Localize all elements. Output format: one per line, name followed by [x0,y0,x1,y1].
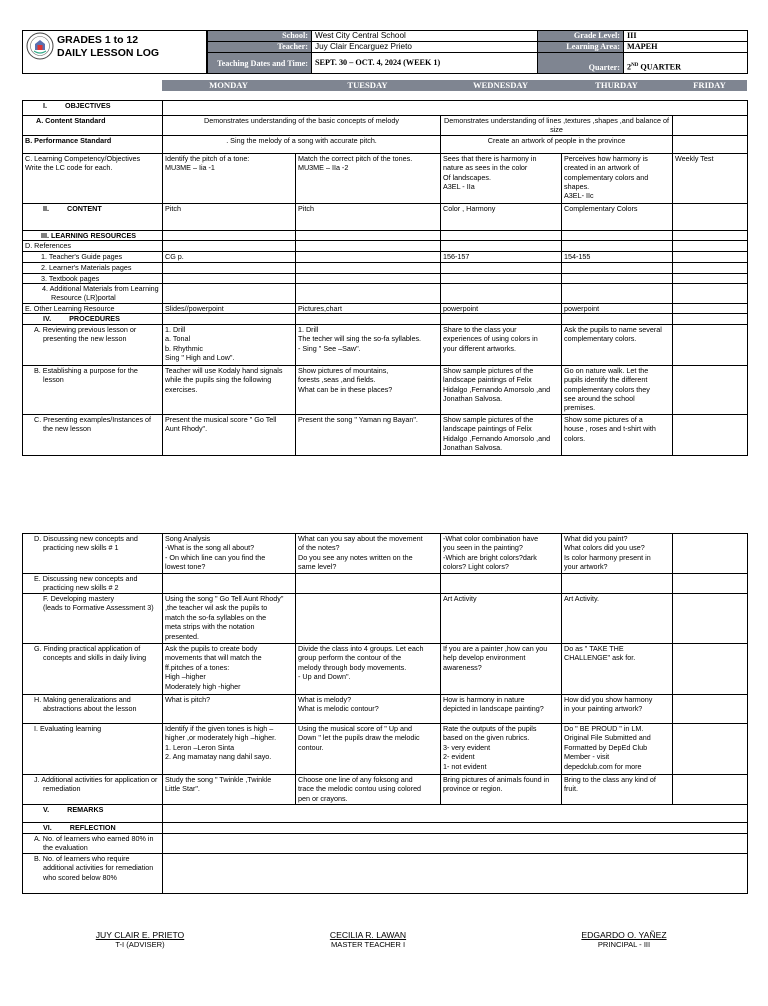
performance-standard-arts: Create an artwork of people in the province [441,135,673,153]
signature-principal [554,930,694,949]
competency-friday: Weekly Test [673,153,748,203]
proc-d-monday: Song Analysis -What is the song all about? - On which line can you find the lowest tone? [163,534,296,574]
quarter-suffix: ND [631,63,639,69]
teacher-value: Juy Clair Encarguez Prieto [312,42,538,53]
proc-e-tuesday [296,574,441,594]
proc-a-thursday: Ask the pupils to name several complementary colors. [562,324,673,365]
content-num: II. [43,203,49,213]
other-resource-wednesday: powerpoint [441,304,562,314]
proc-d-wednesday: -What color combination have you seen in the painting? -Which are bright colors?dark colors? Light colors? [441,534,562,574]
proc-a-wednesday: Share to the class your experiences of using colors in your different artworks. [441,324,562,365]
proc-f-thursday: Art Activity. [562,594,673,644]
signature-adviser-role: T-I (ADVISER) [115,940,165,949]
proc-b-monday: Teacher will use Kodaly hand signals while the pupils sing the following exercises. [163,365,296,414]
other-resource-tuesday: Pictures,chart [296,304,441,314]
signature-master-teacher-name: CECILIA R. LAWAN [329,930,407,940]
proc-c-label: C. Presenting examples/Instances of the new lesson [23,414,163,455]
reflection-b-label: B. No. of learners who require additional activities for remediation who scored below 80% [23,854,163,894]
competency-wednesday: Sees that there is harmony in nature as sees in the color Of landscapes. A3EL - IIa [441,153,562,203]
teacher-label: Teacher: [208,42,312,53]
teaching-dates-value: SEPT. 30 – OCT. 4, 2024 (WEEK 1) [312,53,538,74]
proc-f-wednesday: Art Activity [441,594,562,644]
day-thursday: THURDAY [561,80,672,91]
learning-resources-heading: III. LEARNING RESOURCES [23,230,163,240]
procedures-num: IV. [43,314,52,324]
proc-d-tuesday: What can you say about the movement of the notes? Do you see any notes written on the same level? [296,534,441,574]
proc-i-thursday: Do " BE PROUD " in LM. Original File Submitted and Formatted by DepEd Club Member - visit depedclub.com for more [562,724,673,775]
content-standard-music: Demonstrates understanding of the basic concepts of melody [163,116,441,136]
content-standard-label: A. Content Standard [23,116,163,136]
content-title: CONTENT [67,203,102,213]
content-standard-friday [673,116,748,136]
title-line-2: DAILY LESSON LOG [57,47,160,59]
proc-i-monday: Identify if the given tones is high – higher ,or moderately high –higher. 1. Leron –Leron Sinta 2. Ang mamatay nang dahil sayo. [163,724,296,775]
proc-a-tuesday: 1. Drill The techer will sing the so-fa syllables. - Sing " See –Saw". [296,324,441,365]
objectives-num: I. [43,101,47,110]
proc-g-tuesday: Divide the class into 4 groups. Let each group perform the contour of the melody through body movements. - Up and Down". [296,644,441,695]
signature-principal-role: PRINCIPAL - III [597,940,651,949]
proc-f-friday [673,594,748,644]
proc-c-wednesday: Show sample pictures of the landscape paintings of Felix Hidalgo ,Fernando Amorsolo ,and Jonathan Salvosa. [441,414,562,455]
procedures-title: PROCEDURES [69,314,120,324]
proc-c-thursday: Show some pictures of a house , roses and t-shirt with colors. [562,414,673,455]
proc-e-thursday [562,574,673,594]
content-heading [23,203,163,230]
day-wednesday: WEDNESDAY [440,80,561,91]
lesson-table-part-1 [22,100,748,456]
proc-b-wednesday: Show sample pictures of the landscape paintings of Felix Hidalgo ,Fernando Amorsolo ,and Jonathan Salvosa. [441,365,562,414]
school-value: West City Central School [312,31,538,42]
day-monday: MONDAY [162,80,295,91]
proc-a-friday [673,324,748,365]
proc-g-friday [673,644,748,695]
signature-master-teacher-role: MASTER TEACHER I [330,940,406,949]
reflection-title: REFLECTION [69,823,116,832]
proc-i-tuesday: Using the musical score of " Up and Down " let the pupils draw the melodic contour. [296,724,441,775]
proc-b-tuesday: Show pictures of mountains, forests ,seas ,and fields. What can be in these places? [296,365,441,414]
signature-adviser-name: JUY CLAIR E. PRIETO [95,930,185,940]
proc-j-tuesday: Choose one line of any foksong and trace the melodic contou using colored pen or crayons. [296,775,441,805]
quarter-value [624,53,748,74]
proc-h-monday: What is pitch? [163,695,296,724]
proc-i-label: I. Evaluating learning [23,724,163,775]
proc-g-thursday: Do as " TAKE THE CHALLENGE" ask for. [562,644,673,695]
proc-d-thursday: What did you paint? What colors did you use? Is color harmony present in your artwork? [562,534,673,574]
remarks-heading [23,805,163,823]
grade-level-value: III [624,31,748,42]
remarks-blank [163,805,748,823]
learners-materials-label: 2. Learner's Materials pages [23,262,163,273]
content-monday: Pitch [163,203,296,230]
proc-i-wednesday: Rate the outputs of the pupils based on the given rubrics. 3- very evident 2- evident 1- not evident [441,724,562,775]
performance-standard-label: B. Performance Standard [23,135,163,153]
quarter-word: QUARTER [638,63,682,72]
quarter-number: 2 [627,63,632,72]
teaching-dates-label: Teaching Dates and Time: [208,53,312,74]
deped-seal-icon [26,32,54,60]
proc-d-friday [673,534,748,574]
reflection-a-blank [163,834,748,854]
proc-j-wednesday: Bring pictures of animals found in province or region. [441,775,562,805]
proc-h-tuesday: What is melody? What is melodic contour? [296,695,441,724]
school-label: School: [208,31,312,42]
content-wednesday: Color , Harmony [441,203,562,230]
teachers-guide-label: 1. Teacher's Guide pages [23,251,163,262]
proc-i-friday [673,724,748,775]
quarter-label: Quarter: [538,53,624,74]
competency-label: C. Learning Competency/Objectives Write the LC code for each. [23,153,163,203]
reflection-a-label: A. No. of learners who earned 80% in the evaluation [23,834,163,854]
day-tuesday: TUESDAY [295,80,440,91]
proc-g-monday: Ask the pupils to create body movements that will match the ff.pitches of a tones: High –higher Moderately high -higher [163,644,296,695]
remarks-num: V. [43,805,50,814]
proc-e-label: E. Discussing new concepts and practicing new skills # 2 [23,574,163,594]
proc-b-label: B. Establishing a purpose for the lesson [23,365,163,414]
proc-b-friday [673,365,748,414]
proc-b-thursday: Go on nature walk. Let the pupils identify the different complementary colors they see around the school premises. [562,365,673,414]
proc-e-monday [163,574,296,594]
teachers-guide-monday: CG p. [163,251,296,262]
proc-j-friday [673,775,748,805]
proc-h-friday [673,695,748,724]
textbook-label: 3. Textbook pages [23,273,163,283]
content-thursday: Complementary Colors [562,203,673,230]
proc-a-monday: 1. Drill a. Tonal b. Rhythmic Sing " High and Low". [163,324,296,365]
header-info-table [207,30,748,74]
day-friday: FRIDAY [672,80,747,91]
proc-f-monday: Using the song " Go Tell Aunt Rhody" ,the teacher wil ask the pupils to match the so-fa syllables on the meta strips with the notation presented. [163,594,296,644]
proc-f-tuesday [296,594,441,644]
teachers-guide-tuesday [296,251,441,262]
proc-j-monday: Study the song " Twinkle ,Twinkle Little Star". [163,775,296,805]
procedures-heading [23,314,163,324]
proc-j-label: J. Additional activities for application or remediation [23,775,163,805]
signature-master-teacher [298,930,438,949]
reflection-b-blank [163,854,748,894]
proc-c-monday: Present the musical score " Go Tell Aunt Rhody". [163,414,296,455]
proc-a-label: A. Reviewing previous lesson or presenting the new lesson [23,324,163,365]
proc-g-wednesday: If you are a painter ,how can you help develop environment awareness? [441,644,562,695]
proc-c-friday [673,414,748,455]
day-header-row [162,80,747,91]
learning-area-value: MAPEH [624,42,748,53]
other-resource-label: E. Other Learning Resource [23,304,163,314]
teachers-guide-thursday: 154-155 [562,251,673,262]
proc-h-thursday: How did you show harmony in your painting artwork? [562,695,673,724]
proc-g-label: G. Finding practical application of concepts and skills in daily living [23,644,163,695]
proc-d-label: D. Discussing new concepts and practicing new skills # 1 [23,534,163,574]
reflection-blank [163,823,748,834]
remarks-title: REMARKS [67,805,104,814]
objectives-blank [163,101,748,116]
additional-materials-label: 4. Additional Materials from Learning Resource (LR)portal [23,284,163,304]
proc-f-label: F. Developing mastery (leads to Formative Assessment 3) [23,594,163,644]
objectives-heading [23,101,163,116]
reflection-heading [23,823,163,834]
performance-standard-friday [673,135,748,153]
signature-principal-name: EDGARDO O. YAÑEZ [581,930,667,940]
other-resource-friday [673,304,748,314]
other-resource-thursday: powerpoint [562,304,673,314]
title-line-1: GRADES 1 to 12 [57,34,139,46]
proc-e-wednesday [441,574,562,594]
other-resource-monday: Slides//powerpoint [163,304,296,314]
reflection-num: VI. [43,823,52,832]
teachers-guide-friday [673,251,748,262]
proc-j-thursday: Bring to the class any kind of fruit. [562,775,673,805]
competency-tuesday: Match the correct pitch of the tones. MU3ME – IIa -2 [296,153,441,203]
content-friday [673,203,748,230]
content-tuesday: Pitch [296,203,441,230]
learning-area-label: Learning Area: [538,42,624,53]
objectives-title: OBJECTIVES [65,101,111,110]
performance-standard-music: . Sing the melody of a song with accurate pitch. [163,135,441,153]
proc-h-label: H. Making generalizations and abstractions about the lesson [23,695,163,724]
lesson-table-part-2 [22,533,748,894]
competency-monday: Identify the pitch of a tone: MU3ME – Iia -1 [163,153,296,203]
grade-level-label: Grade Level: [538,31,624,42]
content-standard-arts: Demonstrates understanding of lines ,textures ,shapes ,and balance of size [441,116,673,136]
teachers-guide-wednesday: 156-157 [441,251,562,262]
competency-thursday: Perceives how harmony is created in an artwork of complementary colors and shapes. A3EL- IIc [562,153,673,203]
proc-h-wednesday: How is harmony in nature depicted in landscape painting? [441,695,562,724]
signature-adviser [70,930,210,949]
proc-c-tuesday: Present the song " Yaman ng Bayan". [296,414,441,455]
references-label: D. References [23,241,163,251]
proc-e-friday [673,574,748,594]
